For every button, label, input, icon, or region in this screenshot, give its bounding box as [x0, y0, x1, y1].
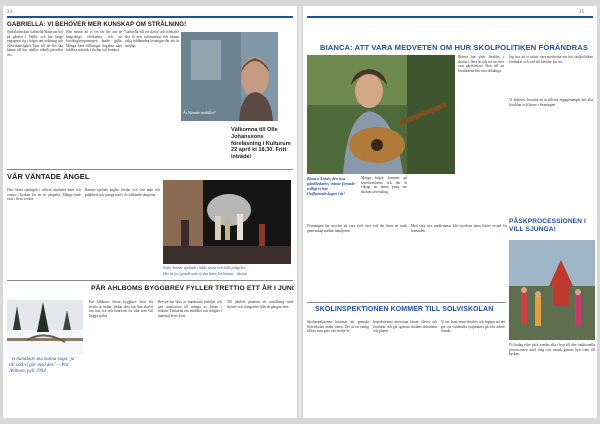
article-headline: BIANCA: ATT VARA MEDVETEN OM HUR SKOLPOLITIKEN FÖRÄNDRAS	[320, 43, 588, 52]
page-number: 24	[7, 9, 13, 14]
header-bar	[307, 16, 593, 18]
article-body: Föreningen har mycket att vara stolt över och det finns en stark gemenskap mellan familjerna.	[307, 224, 407, 233]
article-body: Många frågor kommer på styrelsemötena och det är viktigt att hinna prata om skolans utveckling.	[361, 176, 407, 194]
procession-photo	[509, 240, 595, 340]
nativity-play-photo	[163, 180, 291, 264]
divider	[7, 169, 293, 170]
page-number: 25	[579, 9, 585, 14]
guitar-player-photo	[307, 55, 455, 174]
photo-caption: Bianca Åhnér, den nya gårdsledaren, trättar förande tydligt vi har. Ordförandeskapet i år!	[307, 176, 355, 196]
article-body: Inspektörerna intervjuar lärare, elever och föräldrar och går igenom skolans dokument och planer.	[373, 320, 437, 334]
article-body: Jag tror att vi måste vara medvetna om hur skolpolitiken förändras och vad det betyder för oss.	[509, 55, 593, 64]
article-headline: GABRIELLA: VI BEHÖVER MER KUNSKAP OM STRÅLNING!	[7, 21, 187, 28]
divider	[307, 302, 505, 303]
procession-photo-graphic	[509, 240, 595, 340]
event-invitation: Välkomna till Olle Johanssons föreläsning i Kulturum 22 april kl 18.30. Fritt inträde!	[231, 127, 291, 161]
article-body: Hon menar att vi vet för lite om de långsiktiga effekterna och att försiktighetsprincipen borde gälla. Många barn tillbringar dagarna nära trådlösa nätverk i skolan och hemma.	[66, 30, 122, 53]
article-body: Till jubileet planeras en utställning med skisser och fotografier från de gångna åren.	[227, 300, 293, 309]
photo-caption: Sofie Jenner spelade i både stora och lilla julspelet.	[163, 265, 246, 270]
feature-headline: PÅSKPROCESSIONEN I VILL SJUNGA!	[509, 218, 586, 233]
article-body: Skolinspektionen kommer att granska Solviskolan under våren. Det är en vanlig tillsyn som görs vart tredje år.	[307, 320, 369, 334]
photo-caption: Är Bonnie mobilfri?	[183, 110, 216, 115]
portrait-photo-graphic	[181, 32, 278, 121]
portrait-photo	[181, 32, 278, 121]
article-headline: SKOLINSPEKTIONEN KOMMER TILL SOLVISKOLAN	[315, 306, 494, 313]
left-page	[3, 6, 297, 418]
article-body: Pär Ahlboms första byggbrev kom för trettio år sedan. Sedan dess har han skrivit om hus, trä och hantverk för alla som vill bygga själva.	[89, 300, 153, 318]
article-body: På lördag efter påsk samlas alla i byn till den traditionella processionen med sång och musik genom byn fram till kyrkan.	[509, 343, 595, 357]
article-body: Med våra nya medlemmar blir styrelsen ännu bättre rustad för framtiden.	[411, 224, 507, 233]
snowy-forest-graphic	[7, 300, 83, 354]
article-headline: PÅR AHLBOMS BYGGBREV FYLLER TRETTIO ETT ÅR I JUNI	[91, 285, 294, 292]
article-body: Vi behöver fortsätta att ta tillvara engagemanget hos alla föräldrar och lärare i föreningen.	[509, 98, 593, 107]
snowy-forest-photo	[7, 300, 83, 354]
article-body: Bianca har varit förälder i skolan i flera år och tar nu över som gårdsledare. Hon vill att föräldrarna ska vara delaktiga.	[458, 55, 504, 73]
article-body: Gabriella vill att skolor och förskolor ska få mer information och kunna välja trådbundna lösningar där det är möjligt.	[125, 30, 179, 48]
right-page	[303, 6, 597, 418]
article-body: Vi ser fram emot besöket och hoppas att det ger oss värdefulla synpunkter på vårt arbete framåt.	[441, 320, 505, 334]
guitar-photo-graphic	[307, 55, 455, 174]
article-body: Breven har lästs av hundratals familjer och gett inspiration till många av husen i trakten. Tankarna om enkelhet och ärlighet i material lever kvar.	[158, 300, 222, 318]
article-body: Sjuksköterskan Gabriella Mattsson bor på gården i Vallby och har länge engagerat sig i frågor om strålning och elöverkänslighet. Hon vill att fler ska känna till hur trådlös teknik påverkar oss.	[7, 30, 63, 57]
nativity-photo-graphic	[163, 180, 291, 264]
article-body: Barnen spelade änglar, herdar och vise män och publiken fick sjunga med i de välkända sångerna.	[85, 188, 160, 197]
article-headline: VÅR VÄNTADE ÄNGEL	[7, 172, 90, 181]
divider	[7, 280, 293, 281]
article-body: Den första söndagen i advent samlades barn och vuxna i kyrkan för att se julspelet. Många hade övat i flera veckor.	[7, 188, 81, 202]
header-bar	[7, 16, 293, 18]
photo-caption: Det är ju i grund som ni ska bara för känna... skolar.	[163, 271, 248, 276]
pull-quote: "Vi handlade ska kunna säga "ja" till vad vi gör med det." – Pär Ahlbom, pyli 1994	[9, 357, 77, 374]
